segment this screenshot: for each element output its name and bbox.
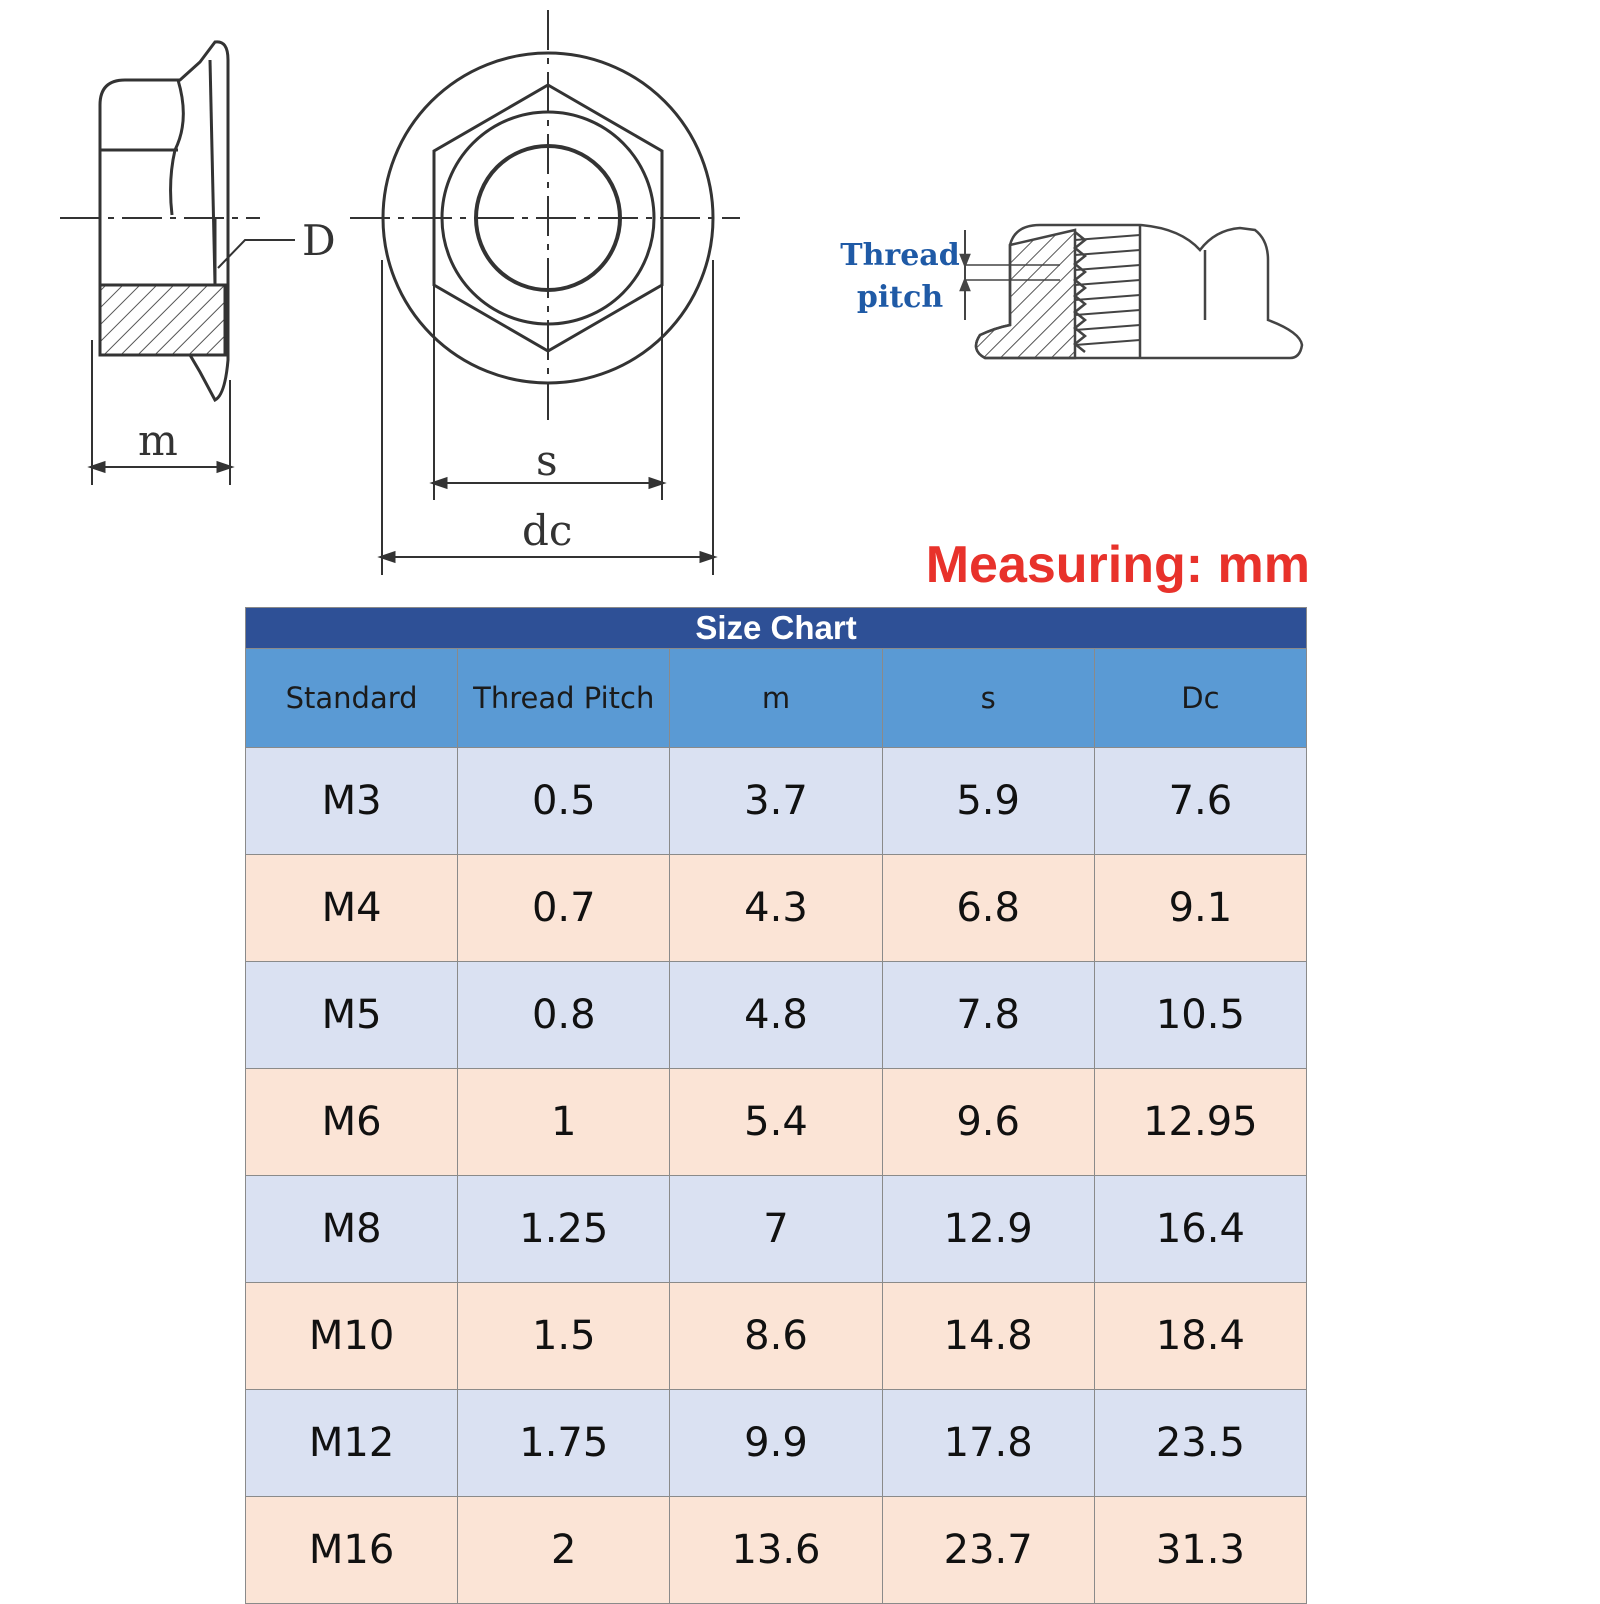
cell-standard: M10 (246, 1283, 458, 1390)
table-row (246, 962, 1307, 1069)
cell-m: 9.9 (670, 1390, 882, 1497)
cell-s: 17.8 (882, 1390, 1094, 1497)
flange-nut-drawing (0, 0, 1600, 600)
cell-dc: 31.3 (1094, 1497, 1306, 1604)
cell-m: 7 (670, 1176, 882, 1283)
cell-s: 23.7 (882, 1497, 1094, 1604)
cell-thread-pitch: 1 (458, 1069, 670, 1176)
cell-m: 4.3 (670, 855, 882, 962)
cell-standard: M6 (246, 1069, 458, 1176)
cell-m: 4.8 (670, 962, 882, 1069)
cell-thread-pitch: 0.7 (458, 855, 670, 962)
label-s: s (536, 436, 558, 485)
table-row (246, 1283, 1307, 1390)
cell-thread-pitch: 0.8 (458, 962, 670, 1069)
cell-standard: M5 (246, 962, 458, 1069)
label-D: D (302, 216, 336, 265)
measuring-unit: Measuring: mm (925, 536, 1310, 594)
cell-thread-pitch: 0.5 (458, 748, 670, 855)
cell-dc: 9.1 (1094, 855, 1306, 962)
cell-s: 7.8 (882, 962, 1094, 1069)
header-s: s (882, 649, 1094, 748)
cell-standard: M16 (246, 1497, 458, 1604)
cell-s: 6.8 (882, 855, 1094, 962)
table-title: Size Chart (246, 608, 1307, 649)
table-row (246, 1497, 1307, 1604)
cell-standard: M12 (246, 1390, 458, 1497)
cell-standard: M8 (246, 1176, 458, 1283)
table-row (246, 748, 1307, 855)
header-thread-pitch: Thread Pitch (458, 649, 670, 748)
label-dc: dc (522, 506, 573, 555)
cell-thread-pitch: 2 (458, 1497, 670, 1604)
front-view (350, 10, 740, 575)
cell-dc: 12.95 (1094, 1069, 1306, 1176)
size-chart-table (245, 607, 1307, 1604)
cell-s: 5.9 (882, 748, 1094, 855)
thread-label-line1: Thread (840, 238, 960, 273)
header-m: m (670, 649, 882, 748)
cell-thread-pitch: 1.5 (458, 1283, 670, 1390)
cell-s: 14.8 (882, 1283, 1094, 1390)
cell-thread-pitch: 1.25 (458, 1176, 670, 1283)
cell-dc: 16.4 (1094, 1176, 1306, 1283)
table-row (246, 1176, 1307, 1283)
cell-s: 12.9 (882, 1176, 1094, 1283)
thread-section-view (961, 225, 1302, 358)
cell-m: 13.6 (670, 1497, 882, 1604)
cell-standard: M3 (246, 748, 458, 855)
cell-dc: 10.5 (1094, 962, 1306, 1069)
cell-s: 9.6 (882, 1069, 1094, 1176)
cell-m: 5.4 (670, 1069, 882, 1176)
cell-dc: 18.4 (1094, 1283, 1306, 1390)
table-row (246, 1390, 1307, 1497)
thread-label-line2: pitch (856, 280, 944, 315)
cell-m: 8.6 (670, 1283, 882, 1390)
cell-dc: 23.5 (1094, 1390, 1306, 1497)
cell-thread-pitch: 1.75 (458, 1390, 670, 1497)
cell-dc: 7.6 (1094, 748, 1306, 855)
cell-m: 3.7 (670, 748, 882, 855)
table-row (246, 1069, 1307, 1176)
header-standard: Standard (246, 649, 458, 748)
cell-standard: M4 (246, 855, 458, 962)
table-row (246, 855, 1307, 962)
label-m: m (138, 416, 178, 465)
header-dc: Dc (1094, 649, 1306, 748)
